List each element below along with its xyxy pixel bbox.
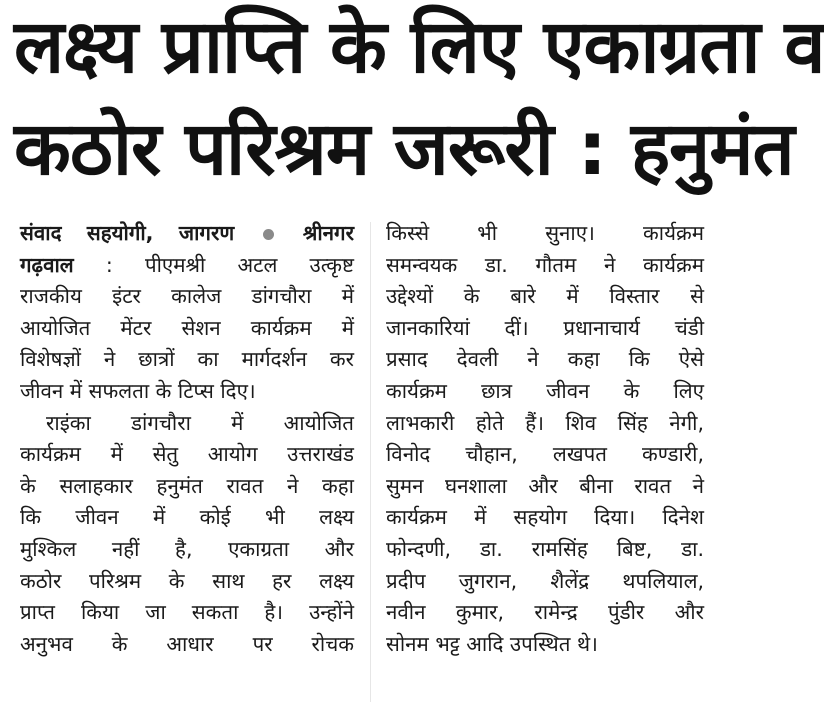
article-line: उद्देश्यों के बारे में विस्तार से [386,284,704,309]
article-line: किस्से भी सुनाए। कार्यक्रम [386,221,704,245]
article-text: पीएमश्री अटल उत्कृष्ट [144,252,354,277]
article-line: राजकीय इंटर कालेज डांगचौरा में [20,284,354,309]
article-line: नवीन कुमार, रामेन्द्र पुंडीर और [386,600,704,625]
article-line: सोनम भट्ट आदि उपस्थित थे। [386,631,598,656]
article-line: सुमन घनशाला और बीना रावत ने [386,473,704,498]
article-line: विशेषज्ञों ने छात्रों का मार्गदर्शन कर [20,347,354,372]
article-line [20,250,354,282]
headline-line-1: लक्ष्य प्राप्ति के लिए एकाग्रता व [14,4,824,90]
headline-line-2: कठोर परिश्रम जरूरी : हनुमंत [14,106,794,192]
article-line: कार्यक्रम में सहयोग दिया। दिनेश [386,505,704,530]
byline-line [20,218,354,250]
article-line: मुश्किल नहीं है, एकाग्रता और [20,536,354,561]
article-column-left [20,218,354,660]
byline-agency: संवाद सहयोगी, जागरण [20,221,235,245]
article-line: जानकारियां दीं। प्रधानाचार्य चंडी [386,315,704,340]
article-line: समन्वयक डा. गौतम ने कार्यक्रम [386,252,704,277]
article-line: अनुभव के आधार पर रोचक [20,631,354,656]
article-line: कार्यक्रम में सेतु आयोग उत्तराखंड [20,442,354,467]
article-line: कि जीवन में कोई भी लक्ष्य [20,505,354,530]
article-line: विनोद चौहान, लखपत कण्डारी, [386,442,704,467]
article-line: आयोजित मेंटर सेशन कार्यक्रम में [20,315,354,340]
byline-place-continued: गढ़वाल [20,252,74,277]
column-divider [370,222,371,702]
article-line: लाभकारी होते हैं। शिव सिंह नेगी, [386,410,704,435]
article-line: के सलाहकार हनुमंत रावत ने कहा [20,473,354,498]
article-line: जीवन में सफलता के टिप्स दिए। [20,378,256,403]
article-line: कार्यक्रम छात्र जीवन के लिए [386,378,704,403]
article-line: प्रसाद देवली ने कहा कि ऐसे [386,347,704,372]
article-line: कठोर परिश्रम के साथ हर लक्ष्य [20,568,354,593]
article-line: राइंका डांगचौरा में आयोजित [46,410,354,435]
byline-place: श्रीनगर [302,221,354,245]
bullet-icon [263,229,274,240]
article-column-right [386,218,704,660]
article-line: प्राप्त किया जा सकता है। उन्होंने [20,600,354,625]
article-line: फोन्दणी, डा. रामसिंह बिष्ट, डा. [386,536,704,561]
byline-separator: : [105,252,113,277]
article-line: प्रदीप जुगरान, शैलेंद्र थपलियाल, [386,568,704,593]
